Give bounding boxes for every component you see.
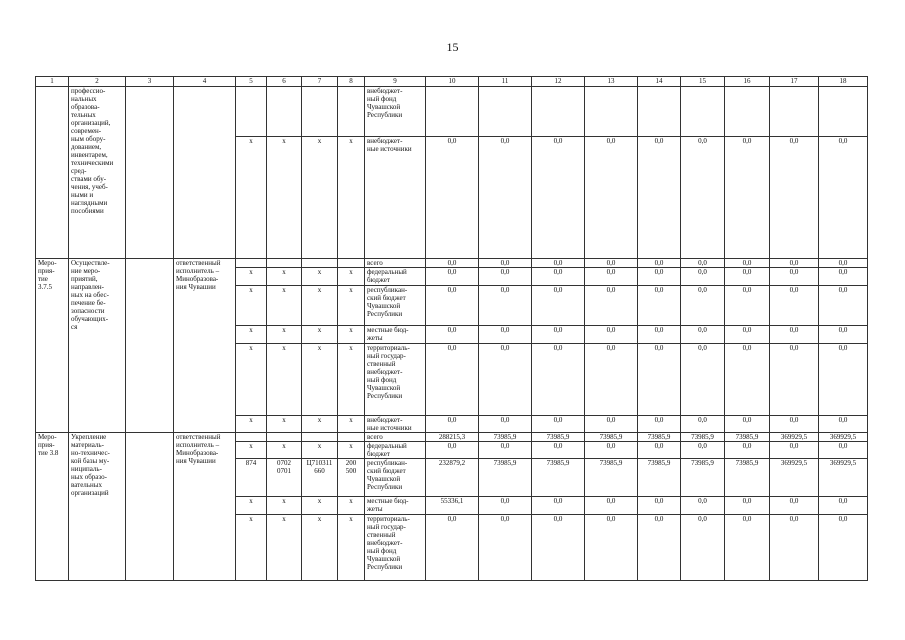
value-cell: 0,0 (819, 416, 868, 433)
value-cell: 73985,9 (681, 459, 725, 497)
value-cell: 0,0 (585, 416, 638, 433)
code-cell (302, 87, 338, 137)
header-cell: 11 (479, 77, 532, 87)
code-cell: 0702 0701 (267, 459, 302, 497)
value-cell: 0,0 (725, 497, 770, 515)
value-cell: 0,0 (770, 268, 819, 286)
source-cell: местные бюд- жеты (365, 326, 426, 344)
header-cell: 18 (819, 77, 868, 87)
header-cell: 4 (174, 77, 236, 87)
value-cell: 0,0 (585, 344, 638, 416)
code-cell (302, 259, 338, 268)
value-cell: 0,0 (819, 137, 868, 259)
value-cell: 369929,5 (770, 459, 819, 497)
code-cell: x (236, 416, 267, 433)
source-cell: республикан- ский бюджет Чувашской Республики (365, 459, 426, 497)
value-cell: 0,0 (532, 515, 585, 581)
table-row (36, 433, 868, 442)
code-cell: x (236, 344, 267, 416)
value-cell: 0,0 (638, 515, 681, 581)
code-cell: x (236, 515, 267, 581)
value-cell: 0,0 (479, 497, 532, 515)
value-cell: 0,0 (819, 515, 868, 581)
value-cell: 0,0 (585, 268, 638, 286)
code-cell: x (267, 286, 302, 326)
value-cell: 0,0 (725, 259, 770, 268)
value-cell: 73985,9 (585, 433, 638, 442)
source-cell: внебюджет- ные источники (365, 416, 426, 433)
code-cell: x (302, 326, 338, 344)
code-cell (236, 259, 267, 268)
value-cell: 0,0 (638, 326, 681, 344)
value-cell: 0,0 (426, 259, 479, 268)
value-cell: 0,0 (426, 442, 479, 459)
value-cell: 0,0 (681, 497, 725, 515)
code-cell: x (338, 416, 365, 433)
value-cell: 369929,5 (819, 433, 868, 442)
header-cell: 13 (585, 77, 638, 87)
value-cell: 0,0 (681, 286, 725, 326)
value-cell: 0,0 (725, 268, 770, 286)
code-cell: x (302, 286, 338, 326)
source-cell: республикан- ский бюджет Чувашской Республики (365, 286, 426, 326)
code-cell: x (302, 344, 338, 416)
col3-cell (126, 259, 174, 433)
code-cell (338, 433, 365, 442)
value-cell: 0,0 (770, 416, 819, 433)
page-number: 15 (446, 40, 459, 54)
responsible-cell: ответственный исполнитель – Минобразова- ния Чувашии (174, 259, 236, 433)
value-cell: 0,0 (479, 416, 532, 433)
code-cell: x (302, 515, 338, 581)
value-cell: 0,0 (479, 286, 532, 326)
value-cell: 0,0 (725, 442, 770, 459)
value-cell: 0,0 (532, 137, 585, 259)
code-cell: x (338, 268, 365, 286)
value-cell (426, 87, 479, 137)
value-cell: 0,0 (638, 497, 681, 515)
value-cell: 0,0 (426, 268, 479, 286)
value-cell: 0,0 (532, 497, 585, 515)
code-cell: x (302, 137, 338, 259)
value-cell: 0,0 (819, 259, 868, 268)
code-cell (267, 433, 302, 442)
value-cell (770, 87, 819, 137)
value-cell: 0,0 (479, 515, 532, 581)
header-cell: 7 (302, 77, 338, 87)
value-cell: 0,0 (638, 286, 681, 326)
header-cell: 10 (426, 77, 479, 87)
code-cell: x (267, 442, 302, 459)
source-cell: всего (365, 259, 426, 268)
code-cell: x (338, 515, 365, 581)
value-cell: 73985,9 (585, 459, 638, 497)
header-cell: 14 (638, 77, 681, 87)
code-cell (236, 433, 267, 442)
code-cell: x (236, 442, 267, 459)
value-cell: 0,0 (770, 137, 819, 259)
value-cell: 0,0 (479, 344, 532, 416)
item-number-cell (36, 87, 69, 259)
header-row (36, 77, 868, 87)
value-cell: 73985,9 (681, 433, 725, 442)
source-cell: местные бюд- жеты (365, 497, 426, 515)
value-cell: 0,0 (681, 442, 725, 459)
header-cell: 6 (267, 77, 302, 87)
code-cell: x (267, 137, 302, 259)
value-cell: 0,0 (585, 515, 638, 581)
value-cell: 0,0 (532, 259, 585, 268)
value-cell: 73985,9 (479, 459, 532, 497)
source-cell: внебюджет- ный фонд Чувашской Республики (365, 87, 426, 137)
item-number-cell: Меро- прия- тие 3.7.5 (36, 259, 69, 433)
value-cell: 0,0 (681, 259, 725, 268)
value-cell: 232879,2 (426, 459, 479, 497)
value-cell: 0,0 (770, 442, 819, 459)
value-cell (479, 87, 532, 137)
code-cell: x (338, 286, 365, 326)
code-cell: x (302, 442, 338, 459)
header-cell: 1 (36, 77, 69, 87)
value-cell: 288215,3 (426, 433, 479, 442)
value-cell: 0,0 (725, 137, 770, 259)
value-cell (819, 87, 868, 137)
value-cell: 0,0 (638, 442, 681, 459)
code-cell (236, 87, 267, 137)
code-cell: x (267, 515, 302, 581)
value-cell: 73985,9 (532, 459, 585, 497)
value-cell: 0,0 (585, 497, 638, 515)
value-cell: 0,0 (532, 416, 585, 433)
value-cell: 0,0 (585, 286, 638, 326)
value-cell (532, 87, 585, 137)
code-cell: x (236, 286, 267, 326)
value-cell: 0,0 (819, 268, 868, 286)
code-cell: x (302, 416, 338, 433)
value-cell: 0,0 (585, 442, 638, 459)
value-cell: 0,0 (532, 286, 585, 326)
code-cell: x (338, 326, 365, 344)
code-cell: Ц710311 660 (302, 459, 338, 497)
value-cell: 0,0 (819, 326, 868, 344)
value-cell: 55336,1 (426, 497, 479, 515)
value-cell: 0,0 (479, 268, 532, 286)
value-cell: 369929,5 (770, 433, 819, 442)
value-cell: 0,0 (585, 326, 638, 344)
description-cell: профессио- нальных образова- тельных организаций, современ- ным обору- дованием, инвентарем, техническими сред- ствами обу- чения, учеб- ными и наглядными пособиями (69, 87, 126, 259)
value-cell: 73985,9 (532, 433, 585, 442)
description-cell: Осуществле- ние меро- приятий, направлен- ных на обес- печение бе- зопасности обучающих- ся (69, 259, 126, 433)
responsible-cell (174, 87, 236, 259)
code-cell: 874 (236, 459, 267, 497)
value-cell: 0,0 (426, 515, 479, 581)
header-cell: 15 (681, 77, 725, 87)
code-cell: x (302, 497, 338, 515)
code-cell: x (267, 344, 302, 416)
value-cell: 0,0 (426, 326, 479, 344)
source-cell: всего (365, 433, 426, 442)
value-cell: 0,0 (681, 326, 725, 344)
value-cell: 0,0 (585, 259, 638, 268)
value-cell: 73985,9 (638, 433, 681, 442)
code-cell: x (338, 344, 365, 416)
item-number-cell: Меро- прия- тие 3.8 (36, 433, 69, 581)
code-cell: x (267, 268, 302, 286)
value-cell: 0,0 (426, 416, 479, 433)
header-cell: 9 (365, 77, 426, 87)
header-cell: 2 (69, 77, 126, 87)
value-cell: 0,0 (725, 326, 770, 344)
source-cell: внебюджет- ные источники (365, 137, 426, 259)
value-cell: 0,0 (638, 268, 681, 286)
source-cell: федеральный бюджет (365, 268, 426, 286)
value-cell: 0,0 (770, 497, 819, 515)
value-cell: 0,0 (426, 286, 479, 326)
header-cell: 8 (338, 77, 365, 87)
code-cell: x (236, 268, 267, 286)
code-cell (267, 259, 302, 268)
value-cell: 0,0 (770, 286, 819, 326)
value-cell: 0,0 (725, 286, 770, 326)
value-cell: 0,0 (725, 344, 770, 416)
value-cell: 0,0 (638, 259, 681, 268)
value-cell: 0,0 (819, 442, 868, 459)
code-cell (338, 87, 365, 137)
code-cell: x (267, 326, 302, 344)
value-cell: 73985,9 (638, 459, 681, 497)
value-cell: 0,0 (681, 416, 725, 433)
value-cell: 0,0 (819, 344, 868, 416)
value-cell: 0,0 (479, 326, 532, 344)
code-cell (267, 87, 302, 137)
value-cell: 0,0 (638, 416, 681, 433)
source-cell: территориаль- ный государ- ственный внебюджет- ный фонд Чувашской Республики (365, 344, 426, 416)
value-cell: 0,0 (725, 416, 770, 433)
header-cell: 3 (126, 77, 174, 87)
value-cell: 0,0 (479, 259, 532, 268)
value-cell: 0,0 (638, 137, 681, 259)
code-cell: x (338, 497, 365, 515)
value-cell (585, 87, 638, 137)
code-cell: x (236, 326, 267, 344)
code-cell: x (302, 268, 338, 286)
code-cell: x (236, 137, 267, 259)
value-cell: 0,0 (479, 442, 532, 459)
header-cell: 12 (532, 77, 585, 87)
source-cell: федеральный бюджет (365, 442, 426, 459)
budget-table (35, 76, 868, 581)
value-cell: 0,0 (426, 137, 479, 259)
value-cell: 0,0 (532, 326, 585, 344)
table-row (36, 259, 868, 268)
value-cell: 0,0 (426, 344, 479, 416)
code-cell: x (338, 137, 365, 259)
value-cell: 0,0 (532, 268, 585, 286)
code-cell (338, 259, 365, 268)
value-cell (681, 87, 725, 137)
value-cell: 0,0 (770, 326, 819, 344)
value-cell: 73985,9 (725, 433, 770, 442)
value-cell: 0,0 (725, 515, 770, 581)
source-cell: территориаль- ный государ- ственный внебюджет- ный фонд Чувашской Республики (365, 515, 426, 581)
value-cell: 0,0 (479, 137, 532, 259)
value-cell: 0,0 (770, 515, 819, 581)
value-cell: 0,0 (532, 442, 585, 459)
value-cell: 0,0 (638, 344, 681, 416)
col3-cell (126, 87, 174, 259)
value-cell: 0,0 (681, 268, 725, 286)
code-cell: x (338, 442, 365, 459)
code-cell: x (267, 416, 302, 433)
value-cell: 0,0 (819, 286, 868, 326)
value-cell: 0,0 (819, 497, 868, 515)
header-cell: 17 (770, 77, 819, 87)
value-cell: 0,0 (681, 344, 725, 416)
value-cell: 369929,5 (819, 459, 868, 497)
value-cell: 0,0 (681, 515, 725, 581)
code-cell (302, 433, 338, 442)
header-cell: 16 (725, 77, 770, 87)
value-cell (725, 87, 770, 137)
value-cell: 0,0 (681, 137, 725, 259)
value-cell: 0,0 (585, 137, 638, 259)
value-cell (638, 87, 681, 137)
value-cell: 0,0 (532, 344, 585, 416)
code-cell: x (267, 497, 302, 515)
col3-cell (126, 433, 174, 581)
header-cell: 5 (236, 77, 267, 87)
value-cell: 73985,9 (725, 459, 770, 497)
responsible-cell: ответственный исполнитель – Минобразова- ния Чувашии (174, 433, 236, 581)
table-row (36, 87, 868, 137)
value-cell: 0,0 (770, 259, 819, 268)
value-cell: 73985,9 (479, 433, 532, 442)
code-cell: 200 500 (338, 459, 365, 497)
description-cell: Укрепление материаль- но-техничес- кой базы му- ниципаль- ных образо- вательных организаций (69, 433, 126, 581)
code-cell: x (236, 497, 267, 515)
value-cell: 0,0 (770, 344, 819, 416)
